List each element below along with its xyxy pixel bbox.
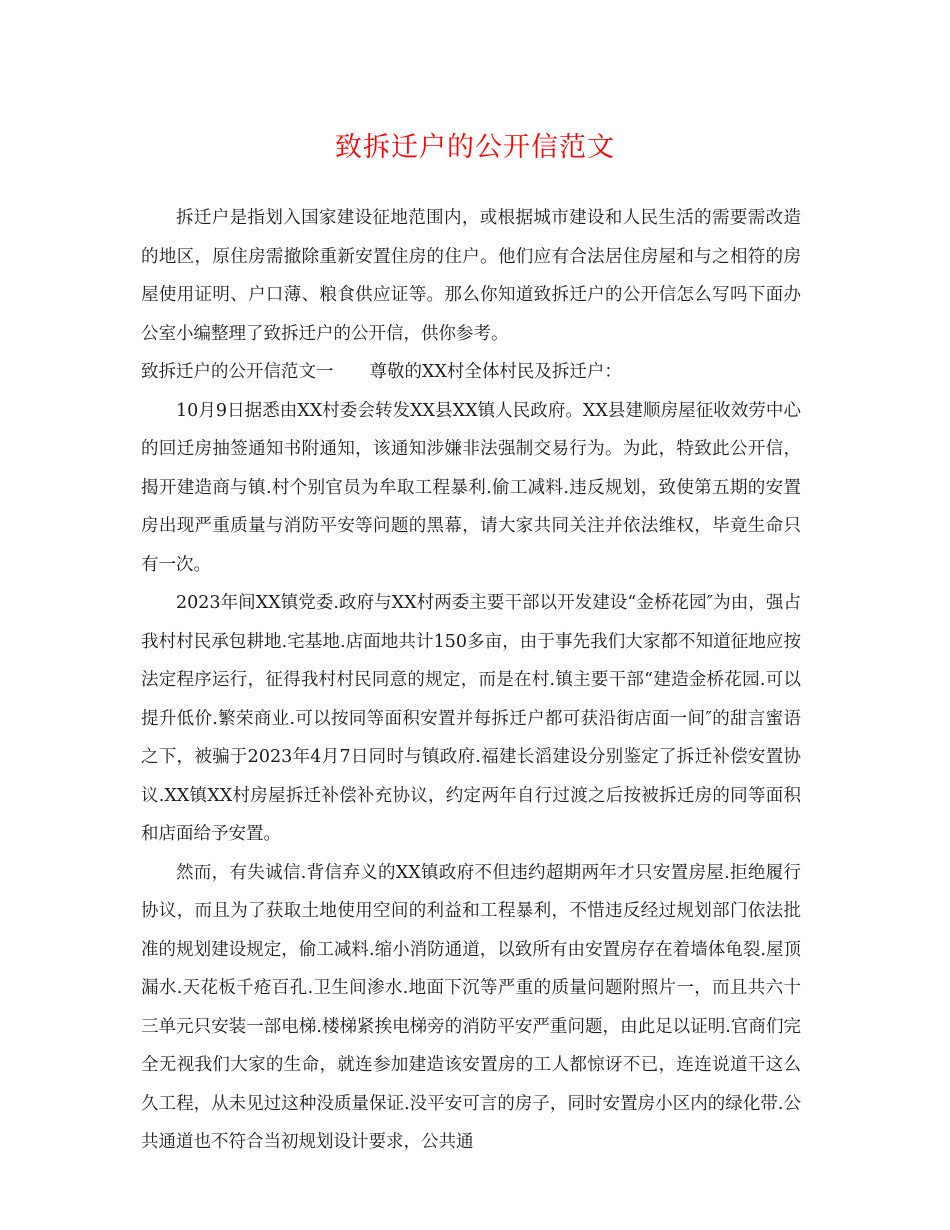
document-body xyxy=(141,199,801,1162)
salutation: 尊敬的XX村全体村民及拆迁户： xyxy=(369,362,622,382)
intro-paragraph: 拆迁户是指划入国家建设征地范围内，或根据城市建设和人民生活的需要需改造的地区，原住房需撤除重新安置住房的住户。他们应有合法居住房屋和与之相符的房屋使用证明、户口薄、粮食供应证等。那么你知道致拆迁户的公开信怎么写吗下面办公室小编整理了致拆迁户的公开信，供你参考。 xyxy=(141,208,801,344)
body-paragraph-3: 然而，有失诚信.背信弃义的XX镇政府不但违约超期两年才只安置房屋.拒绝履行协议，而且为了获取土地使用空间的利益和工程暴利，不惜违反经过规划部门依法批准的规划建设规定，偷工减料.缩小消防通道，以致所有由安置房存在着墙体龟裂.屋顶漏水.天花板千疮百孔.卫生间渗水.地面下沉等严重的质量问题附照片一，而且共六十三单元只安装一部电梯.楼梯紧挨电梯旁的消防平安严重问题，由此足以证明.官商们完全无视我们大家的生命，就连参加建造该安置房的工人都惊讶不已，连连说道干这么久工程，从未见过这种没质量保证.没平安可言的房子，同时安置房小区内的绿化带.公共通道也不符合当初规划设计要求，公共通 xyxy=(141,862,801,1152)
sample-heading-line xyxy=(141,353,801,392)
body-paragraph-2: 2023年间XX镇党委.政府与XX村两委主要干部以开发建设“金桥花园″为由，强占我村村民承包耕地.宅基地.店面地共计150多亩，由于事先我们大家都不知道征地应按法定程序运行，征得我村村民同意的规定，而是在村.镇主要干部“建造金桥花园.可以提升低价.繁荣商业.可以按同等面积安置并每拆迁户都可获沿街店面一间″的甜言蜜语之下，被骗于2023年4月7日同时与镇政府.福建长滔建设分别鉴定了拆迁补偿安置协议.XX镇XX村房屋拆迁补偿补充协议，约定两年自行过渡之后按被拆迁房的同等面积和店面给予安置。 xyxy=(141,593,801,844)
sample-heading: 致拆迁户的公开信范文一 xyxy=(141,362,334,382)
document-title: 致拆迁户的公开信范文 xyxy=(335,132,615,163)
body-paragraph-1: 10月9日据悉由XX村委会转发XX县XX镇人民政府。XX县建顺房屋征收效劳中心的回迁房抽签通知书附通知，该通知涉嫌非法强制交易行为。为此，特致此公开信，揭开建造商与镇.村个别官员为牟取工程暴利.偷工减料.违反规划，致使第五期的安置房出现严重质量与消防平安等问题的黑幕，请大家共同关注并依法维权，毕竟生命只有一次。 xyxy=(141,400,801,575)
